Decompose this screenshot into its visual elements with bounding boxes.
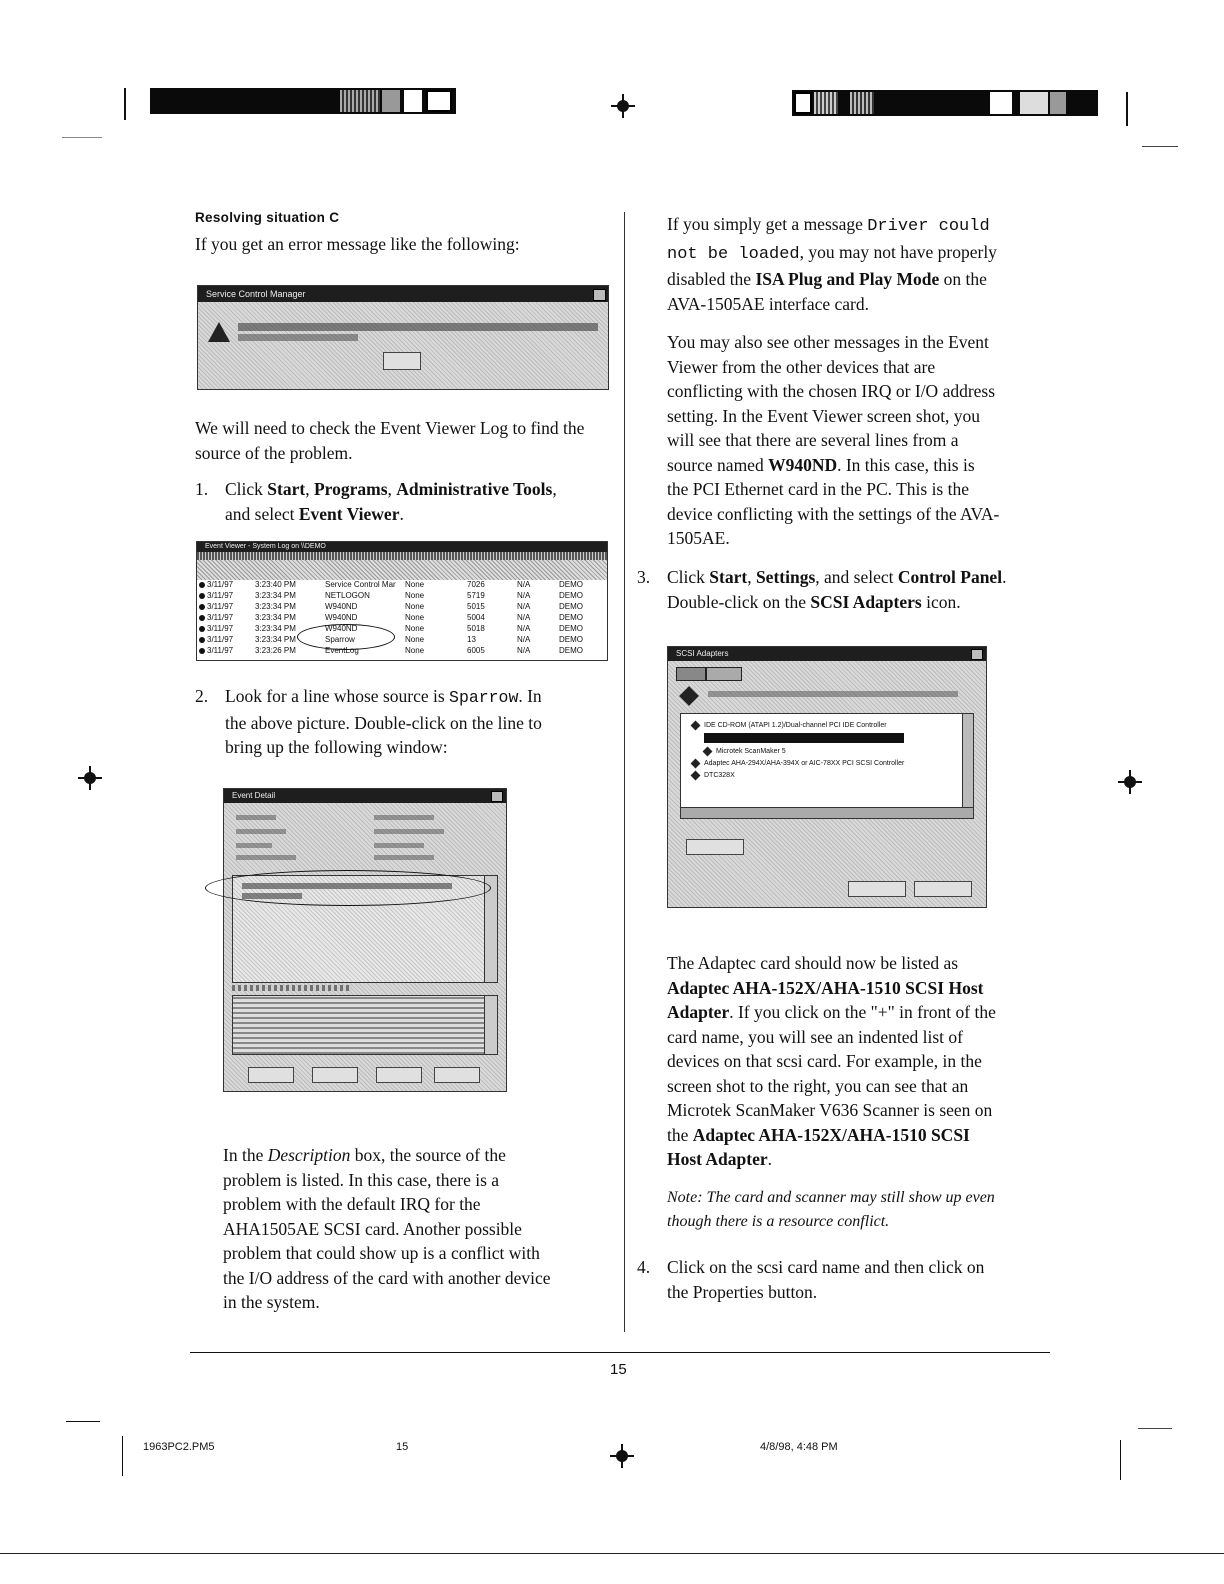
data-radio-row	[232, 985, 352, 991]
event-detail-titlebar: Event Detail	[224, 789, 506, 803]
cancel-button[interactable]	[914, 881, 972, 897]
cell-date: 3/11/97	[207, 591, 234, 600]
data-scrollbar[interactable]	[484, 995, 498, 1055]
cell-date: 3/11/97	[207, 624, 234, 633]
ok-button[interactable]	[848, 881, 906, 897]
cell-time: 3:23:26 PM	[255, 646, 296, 655]
step-2-number: 2.	[195, 686, 209, 706]
cell-source: EventLog	[325, 646, 359, 655]
sparrow-highlight-ellipse	[297, 624, 395, 650]
properties-button[interactable]	[686, 839, 744, 855]
description-highlight-ellipse	[205, 870, 491, 906]
footer-rule	[190, 1352, 1050, 1353]
event-viewer-screenshot	[196, 541, 608, 661]
device-list-scrollbar[interactable]	[962, 713, 974, 809]
adaptec-paragraph: The Adaptec card should now be listed as Adaptec AHA-152X/AHA-1510 SCSI Host Adapter. If you click on the "+" in front of the card name, you will see an indented list of devices on that scsi card. For example, in the screen shot to the right, you can see that an Microtek ScanMaker V636 Scanner is seen on the Adaptec AHA-152X/AHA-1510 SCSI Host Adapter.	[667, 953, 996, 1169]
cell-category: None	[405, 646, 425, 655]
previous-button[interactable]	[312, 1067, 358, 1083]
step-4: 4. Click on the scsi card name and then click on the Properties button.	[637, 1257, 985, 1302]
cell-computer: DEMO	[559, 646, 583, 655]
event-viewer-header	[197, 560, 607, 580]
cell-category: None	[405, 624, 425, 633]
cell-user: N/A	[517, 580, 531, 589]
step-1-number: 1.	[195, 479, 209, 499]
adapter-icon	[691, 721, 701, 731]
cell-event: 6005	[467, 646, 485, 655]
cell-computer: DEMO	[559, 635, 583, 644]
tab-drivers[interactable]	[706, 667, 742, 681]
info-icon	[199, 582, 205, 588]
tab-devices[interactable]	[676, 667, 706, 681]
scsi-adapters-screenshot	[667, 646, 987, 908]
step-2: 2. Look for a line whose source is Sparrow. In the above picture. Double-click on the line to bring up the following window:	[195, 686, 542, 757]
list-item[interactable]: DTC328X	[704, 772, 735, 779]
crop-mark-left	[124, 88, 126, 120]
info-icon	[199, 604, 205, 610]
cell-event: 5004	[467, 613, 485, 622]
table-row[interactable]	[197, 613, 607, 624]
scm-titlebar: Service Control Manager	[198, 286, 608, 302]
cell-event: 5018	[467, 624, 485, 633]
table-row[interactable]	[197, 580, 607, 591]
cell-source: Sparrow	[325, 635, 355, 644]
description-paragraph: In the Description box, the source of the problem is listed. In this case, there is a problem with the default IRQ for the AHA1505AE SCSI card. Another possible problem that could show up is a conflict with the I/O address of the card with another device in the system.	[223, 1145, 551, 1312]
ok-button[interactable]	[383, 352, 421, 370]
step-3: 3. Click Start, Settings, and select Control Panel. Double-click on the SCSI Adapters icon.	[637, 567, 1007, 612]
cell-user: N/A	[517, 646, 531, 655]
selected-adapter-row[interactable]	[704, 733, 904, 743]
step-3-number: 3.	[637, 567, 651, 587]
step-4-number: 4.	[637, 1257, 651, 1277]
footer-filename: 1963PC2.PM5	[143, 1441, 215, 1453]
cell-category: None	[405, 635, 425, 644]
cell-computer: DEMO	[559, 591, 583, 600]
cell-event: 5719	[467, 591, 485, 600]
info-icon	[199, 626, 205, 632]
list-item[interactable]: Microtek ScanMaker 5	[716, 748, 786, 755]
cell-event: 7026	[467, 580, 485, 589]
cell-time: 3:23:40 PM	[255, 580, 296, 589]
driver-message-paragraph: If you simply get a message Driver could not be loaded, you may not have properly disabled the ISA Plug and Play Mode on the AVA-1505AE interface card.	[667, 214, 997, 314]
event-viewer-titlebar: Event Viewer - System Log on \\DEMO	[197, 542, 607, 552]
event-rows	[197, 580, 607, 660]
cell-date: 3/11/97	[207, 635, 234, 644]
cell-time: 3:23:34 PM	[255, 624, 296, 633]
cell-user: N/A	[517, 602, 531, 611]
adapter-icon	[703, 747, 713, 757]
device-list-hscroll[interactable]	[680, 807, 974, 819]
list-item[interactable]: Adaptec AHA-294X/AHA-394X or AIC-78XX PCI SCSI Controller	[704, 760, 905, 767]
cell-category: None	[405, 591, 425, 600]
intro-text: If you get an error message like the following:	[195, 234, 520, 254]
info-icon	[199, 648, 205, 654]
crop-mark-right-bottom	[1138, 1428, 1172, 1429]
info-icon	[199, 593, 205, 599]
cell-event: 5015	[467, 602, 485, 611]
column-divider	[624, 212, 625, 1332]
cell-computer: DEMO	[559, 624, 583, 633]
step-1: 1. Click Start, Programs, Administrative Tools, and select Event Viewer.	[195, 479, 557, 524]
warning-icon	[208, 322, 230, 342]
other-messages-paragraph: You may also see other messages in the Event Viewer from the other devices that are conflicting with the chosen IRQ or I/O address setting. In the Event Viewer screen shot, you will see that there are several lines from a source named W940ND. In this case, this is the PCI Ethernet card in the PC. This is the device conflicting with the settings of the AVA- 1505AE.	[667, 332, 1000, 548]
crop-mark-left-bottom	[66, 1421, 100, 1422]
table-row[interactable]	[197, 591, 607, 602]
event-viewer-menubar	[197, 552, 607, 560]
cell-category: None	[405, 580, 425, 589]
crop-mark-right	[1126, 92, 1128, 126]
section-heading: Resolving situation C	[195, 210, 340, 225]
footer-date: 4/8/98, 4:48 PM	[760, 1441, 838, 1453]
table-row[interactable]	[197, 635, 607, 646]
registration-mark-left	[78, 766, 102, 790]
cell-event: 13	[467, 635, 476, 644]
table-row[interactable]	[197, 624, 607, 635]
crop-mark-right-top	[1142, 146, 1178, 147]
close-button[interactable]	[248, 1067, 294, 1083]
cell-date: 3/11/97	[207, 613, 234, 622]
cell-user: N/A	[517, 591, 531, 600]
data-box	[232, 995, 486, 1055]
cell-user: N/A	[517, 613, 531, 622]
registration-mark-top	[611, 94, 635, 118]
cell-source: W940ND	[325, 602, 358, 611]
page-number: 15	[610, 1361, 627, 1378]
crop-mark-left-bottom-v	[122, 1436, 123, 1476]
close-icon	[491, 791, 503, 802]
cell-category: None	[405, 602, 425, 611]
help-button[interactable]	[434, 1067, 480, 1083]
adapter-icon	[691, 771, 701, 781]
cell-source: W940ND	[325, 613, 358, 622]
cell-date: 3/11/97	[207, 580, 234, 589]
cell-source: NETLOGON	[325, 591, 370, 600]
cell-source: Service Control Mar	[325, 580, 396, 589]
cell-time: 3:23:34 PM	[255, 591, 296, 600]
scm-message-bar	[238, 323, 598, 331]
info-icon	[199, 615, 205, 621]
note: Note: The card and scanner may still show up even though there is a resource conflict.	[667, 1189, 995, 1230]
cell-user: N/A	[517, 635, 531, 644]
event-detail-screenshot	[223, 788, 507, 1092]
crop-mark-right-bottom-v	[1120, 1440, 1121, 1480]
service-control-manager-screenshot	[197, 285, 609, 390]
close-icon	[971, 649, 983, 660]
registration-mark-right	[1118, 770, 1142, 794]
header-bar-left	[150, 88, 456, 114]
cell-time: 3:23:34 PM	[255, 613, 296, 622]
next-button[interactable]	[376, 1067, 422, 1083]
scsi-adapters-titlebar: SCSI Adapters	[668, 647, 986, 661]
cell-source: W940ND	[325, 624, 358, 633]
cell-user: N/A	[517, 624, 531, 633]
crop-mark-left-top	[62, 137, 102, 138]
registration-mark-bottom	[610, 1444, 634, 1468]
cell-category: None	[405, 613, 425, 622]
cell-computer: DEMO	[559, 580, 583, 589]
cell-time: 3:23:34 PM	[255, 635, 296, 644]
table-row[interactable]	[197, 646, 607, 657]
adapter-icon	[691, 759, 701, 769]
info-icon	[199, 637, 205, 643]
footer-page: 15	[396, 1441, 409, 1453]
cell-computer: DEMO	[559, 602, 583, 611]
scsi-icon	[679, 686, 699, 706]
cell-date: 3/11/97	[207, 602, 234, 611]
scm-message-bar-2	[238, 334, 358, 341]
list-item[interactable]: IDE CD-ROM (ATAPI 1.2)/Dual-channel PCI IDE Controller	[704, 722, 887, 729]
cell-date: 3/11/97	[207, 646, 234, 655]
bottom-scan-edge	[0, 1553, 1224, 1554]
table-row[interactable]	[197, 602, 607, 613]
header-bar-right	[792, 90, 1098, 116]
cell-computer: DEMO	[559, 613, 583, 622]
close-icon	[593, 289, 606, 301]
cell-time: 3:23:34 PM	[255, 602, 296, 611]
check-event-log-text: We will need to check the Event Viewer Log to find the source of the problem.	[195, 418, 585, 463]
